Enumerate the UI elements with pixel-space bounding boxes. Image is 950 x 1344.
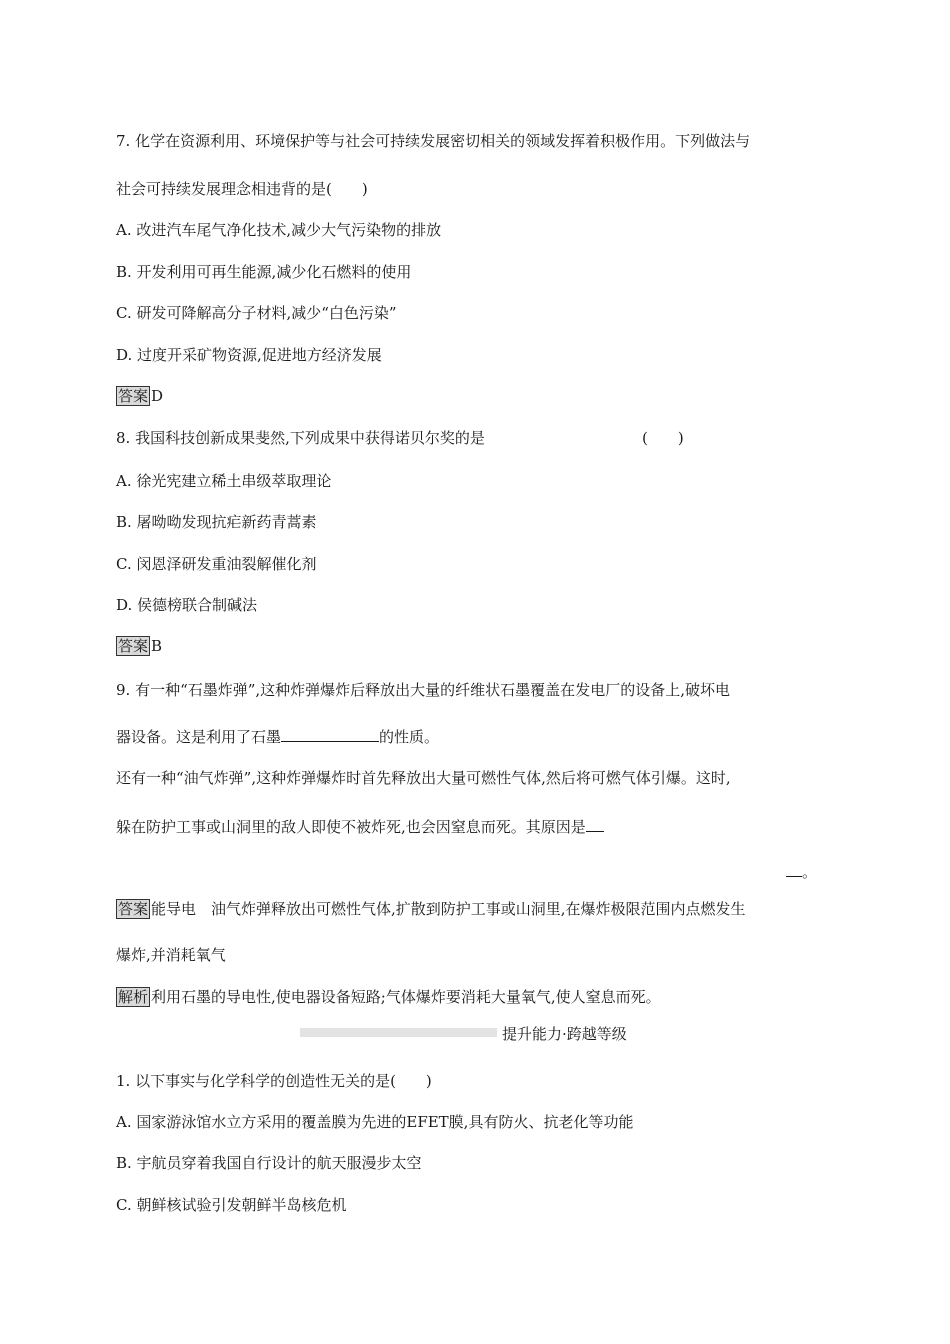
- q7-option-d: D. 过度开采矿物资源,促进地方经济发展: [116, 346, 382, 364]
- q9-line2: [116, 727, 439, 747]
- q7-stem-line1: 7. 化学在资源利用、环境保护等与社会可持续发展密切相关的领域发挥着积极作用。下列做法与: [116, 132, 751, 150]
- q8-answer-parens: ( ): [642, 429, 684, 447]
- q9-line2-pre: 器设备。这是利用了石墨: [116, 728, 282, 746]
- q9-line4: [116, 817, 604, 837]
- q1-option-c: C. 朝鲜核试验引发朝鲜半岛核危机: [116, 1196, 347, 1214]
- q7-answer: [116, 386, 163, 406]
- q8-option-d: D. 侯德榜联合制碱法: [116, 596, 258, 614]
- q8-answer: [116, 636, 162, 656]
- fill-blank-2: [586, 817, 604, 832]
- fill-blank-1: [281, 727, 379, 742]
- analysis-text: 利用石墨的导电性,使电器设备短路;气体爆炸要消耗大量氧气,使人窒息而死。: [151, 988, 661, 1006]
- q1-option-b: B. 宇航员穿着我国自行设计的航天服漫步太空: [116, 1154, 422, 1172]
- q8-option-b: B. 屠呦呦发现抗疟新药青蒿素: [116, 513, 317, 531]
- q1-stem: 1. 以下事实与化学科学的创造性无关的是( ): [116, 1072, 432, 1090]
- answer-tag: 答案: [118, 387, 149, 405]
- q9-line5-end: 。: [802, 863, 818, 881]
- q9-answer-line1: [116, 899, 746, 919]
- answer-value: B: [151, 637, 163, 655]
- q8-stem: 8. 我国科技创新成果斐然,下列成果中获得诺贝尔奖的是: [116, 429, 485, 447]
- q9-line4-text: 躲在防护工事或山洞里的敌人即使不被炸死,也会因窒息而死。其原因是: [116, 818, 586, 836]
- q9-analysis: [116, 987, 661, 1007]
- q9-answer-line2: 爆炸,并消耗氧气: [116, 946, 226, 964]
- q8-option-a: A. 徐光宪建立稀土串级萃取理论: [116, 472, 332, 490]
- q9-line3: 还有一种“油气炸弹”,这种炸弹爆炸时首先释放出大量可燃性气体,然后将可燃气体引爆。这时,: [116, 769, 731, 787]
- q7-stem-line2: 社会可持续发展理念相违背的是( ): [116, 180, 368, 198]
- fill-blank-2-end: [786, 862, 802, 877]
- answer-tag: 答案: [118, 900, 149, 918]
- q8-option-c: C. 闵恩泽研发重油裂解催化剂: [116, 555, 317, 573]
- answer-tag: 答案: [118, 637, 149, 655]
- section-bar: [300, 1028, 497, 1037]
- q7-option-a: A. 改进汽车尾气净化技术,减少大气污染物的排放: [116, 221, 442, 239]
- answer-text: 能导电 油气炸弹释放出可燃性气体,扩散到防护工事或山洞里,在爆炸极限范围内点燃发生: [151, 900, 746, 918]
- q9-line5: [786, 862, 817, 882]
- analysis-tag: 解析: [118, 988, 149, 1006]
- q7-option-c: C. 研发可降解高分子材料,减少“白色污染”: [116, 304, 397, 322]
- section-title: 提升能力·跨越等级: [502, 1025, 627, 1043]
- q9-line1: 9. 有一种“石墨炸弹”,这种炸弹爆炸后释放出大量的纤维状石墨覆盖在发电厂的设备上,破坏电: [116, 681, 730, 699]
- q7-option-b: B. 开发利用可再生能源,减少化石燃料的使用: [116, 263, 412, 281]
- q9-line2-post: 的性质。: [379, 728, 440, 746]
- answer-value: D: [151, 387, 164, 405]
- q1-option-a: A. 国家游泳馆水立方采用的覆盖膜为先进的EFET膜,具有防火、抗老化等功能: [116, 1113, 634, 1131]
